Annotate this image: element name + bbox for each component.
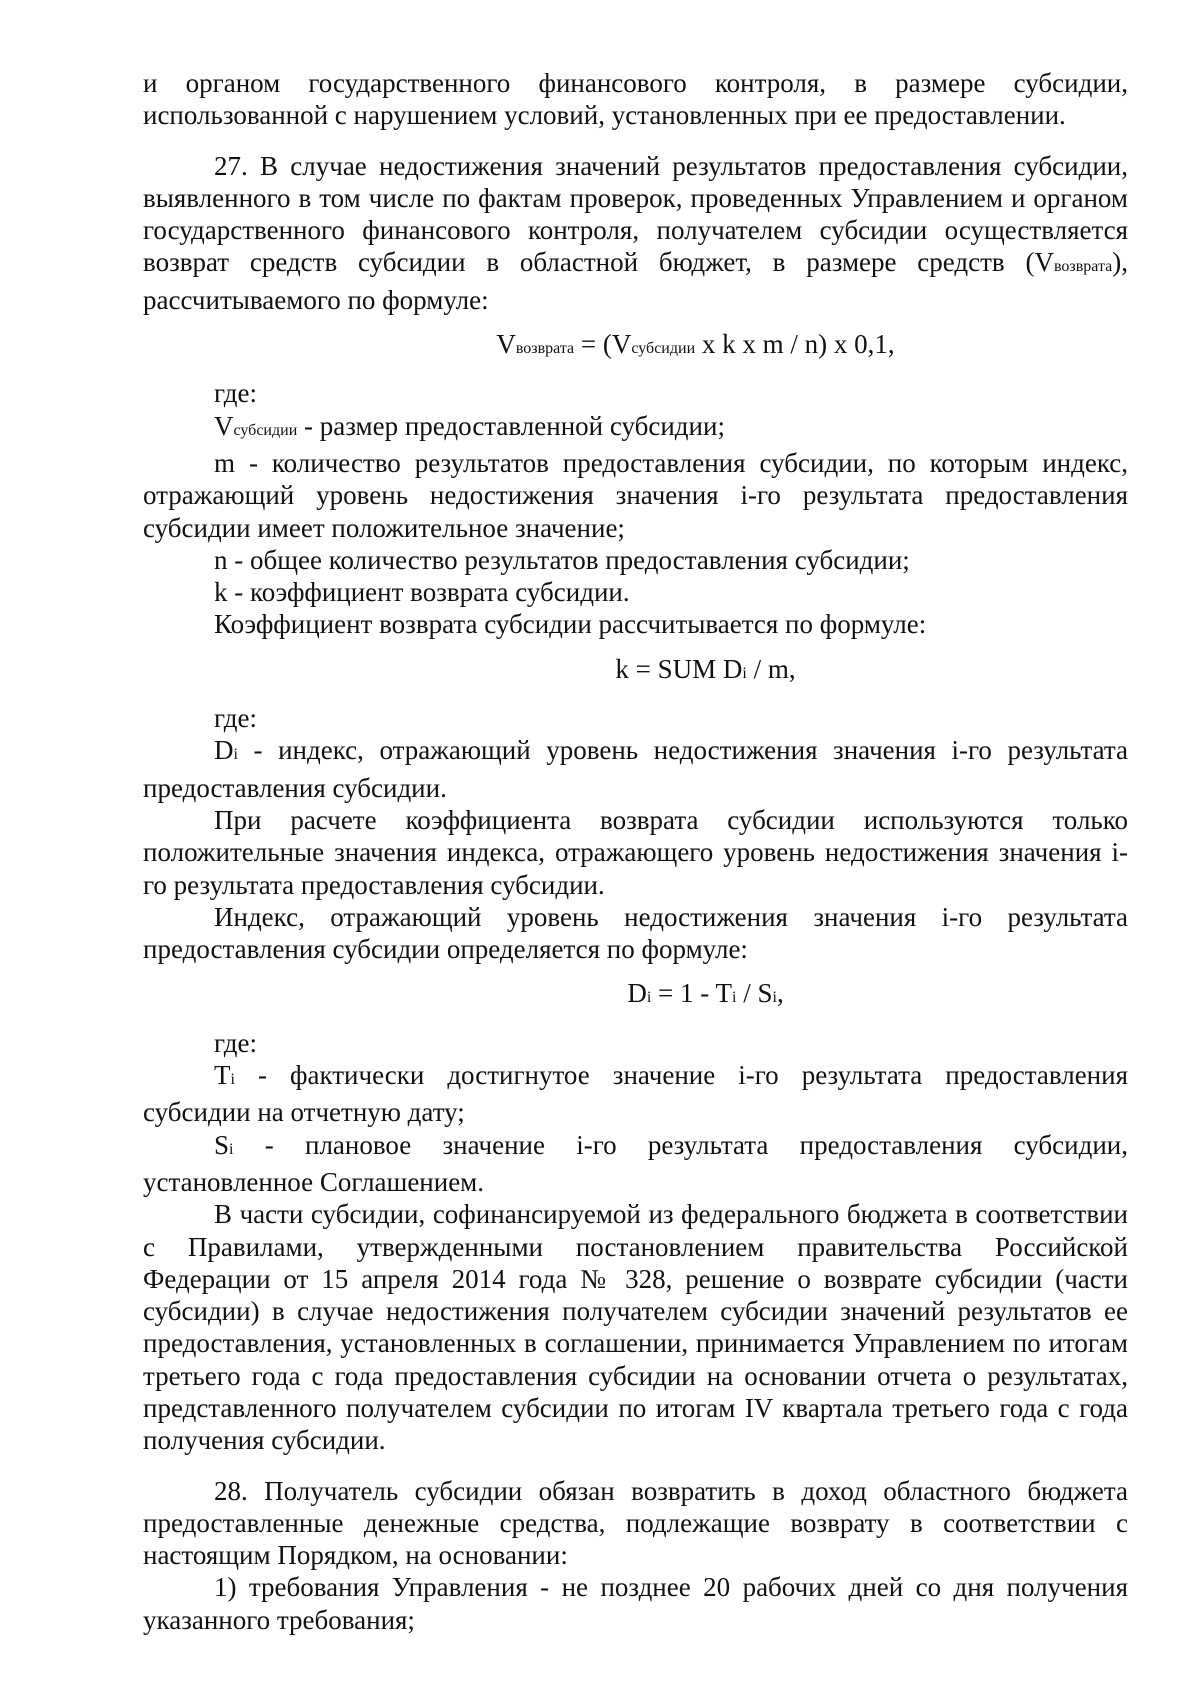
paragraph-27-v-subscript: возврата: [1053, 258, 1113, 276]
definition-v-subsidy-letter: V: [214, 410, 234, 441]
definition-m: m - количество результатов предоставления субсидии, по которым индекс, отражающий уровень недостижения значения i-го результата предоставления субсидии имеет положительное значение;: [143, 447, 1128, 543]
index-intro: Индекс, отражающий уровень недостижения значения i-го результата предоставления субсидии определяется по формуле:: [143, 901, 1128, 965]
paragraph-28: 28. Получатель субсидии обязан возвратить в доход областного бюджета предоставленные денежные средства, подлежащие возврату в соответствии с настоящим Порядком, на основании:: [143, 1475, 1128, 1571]
definition-ti-text: - фактически достигнутое значение i-го результата предоставления субсидии на отчетную дату;: [143, 1060, 1128, 1128]
definition-k: k - коэффициент возврата субсидии.: [214, 577, 630, 608]
paragraph-27-text-after: ), рассчитываемого по формуле:: [143, 247, 1128, 315]
definition-si-text: - плановое значение i-го результата предоставления субсидии, установленное Соглашением.: [143, 1129, 1128, 1197]
definition-n: n - общее количество результатов предоставления субсидии;: [214, 544, 910, 575]
definition-ti-letter: T: [214, 1060, 231, 1091]
paragraph-continuation: и органом государственного финансового контроля, в размере субсидии, использованной с нарушением условий, установленных при ее предоставлении.: [143, 68, 1128, 131]
formula-refund-mid: = (V: [574, 329, 632, 360]
list-item-1: 1) требования Управления - не позднее 20 рабочих дней со дня получения указанного требования;: [143, 1572, 1128, 1635]
definition-ti: [143, 1059, 1128, 1129]
formula-coefficient-before: k = SUM D: [615, 653, 743, 684]
formula-index-s-subscript: i: [772, 989, 777, 1007]
formula-index-slash: / S: [736, 978, 773, 1009]
formula-refund-rest: x k x m / n) x 0,1,: [695, 329, 895, 360]
definition-di: [143, 734, 1128, 804]
formula-refund-v1: V: [496, 329, 516, 360]
positive-values-note: При расчете коэффициента возврата субсидии используются только положительные значения индекса, отражающего уровень недостижения значения i-го результата предоставления субсидии.: [143, 804, 1128, 900]
paragraph-27: [143, 150, 1128, 316]
definition-di-text: - индекс, отражающий уровень недостижения значения i-го результата предоставления субсидии.: [143, 735, 1128, 803]
document-page: [143, 67, 1128, 1636]
formula-index-d-subscript: i: [646, 989, 652, 1007]
formula-index: [143, 977, 1128, 1014]
definition-ti-subscript: i: [230, 1071, 235, 1089]
where-label-2: где:: [214, 703, 257, 734]
formula-index-d: D: [627, 978, 647, 1009]
definition-v-subsidy-subscript: субсидии: [233, 421, 298, 439]
definition-si-letter: S: [214, 1129, 230, 1160]
definition-di-subscript: i: [233, 746, 238, 764]
definition-v-subsidy: [143, 410, 1128, 447]
formula-index-t-subscript: i: [732, 989, 737, 1007]
formula-coefficient-after: / m,: [746, 653, 796, 684]
definition-si-subscript: i: [229, 1140, 234, 1158]
definition-v-subsidy-text: - размер предоставленной субсидии;: [297, 410, 725, 441]
paragraph-27-text-before: 27. В случае недостижения значений результатов предоставления субсидии, выявленного в том числе по фактам проверок, проведенных Управлением и органом государственного финансового контроля, получателем субсидии осуществляется возврат средств субсидии в областной бюджет, в размере средств (: [143, 150, 1128, 278]
formula-coefficient: [143, 653, 1128, 690]
coefficient-intro: Коэффициент возврата субсидии рассчитывается по формуле:: [214, 609, 927, 640]
definition-si: [143, 1129, 1128, 1199]
where-label-1: где:: [214, 378, 257, 409]
formula-refund-v1-subscript: возврата: [515, 340, 575, 358]
formula-coefficient-subscript: i: [742, 664, 747, 682]
formula-index-mid: = 1 - T: [651, 978, 732, 1009]
formula-refund-amount: [143, 328, 1128, 365]
formula-refund-v2-subscript: субсидии: [631, 340, 696, 358]
paragraph-27-v-letter: V: [1034, 247, 1054, 278]
federal-cofinancing-paragraph: В части субсидии, софинансируемой из федерального бюджета в соответствии с Правилами, утвержденными постановлением правительства Российской Федерации от 15 апреля 2014 года № 328, решение о возврате субсидии (части субсидии) в случае недостижения получателем субсидии значений результатов ее предоставления, установленных в соглашении, принимается Управлением по итогам третьего года с года предоставления субсидии на основании отчета о результатах, представленного получателем субсидии по итогам IV квартала третьего года с года получения субсидии.: [143, 1199, 1128, 1456]
definition-di-letter: D: [214, 735, 234, 766]
where-label-3: где:: [214, 1027, 257, 1058]
formula-index-end: ,: [776, 978, 784, 1009]
